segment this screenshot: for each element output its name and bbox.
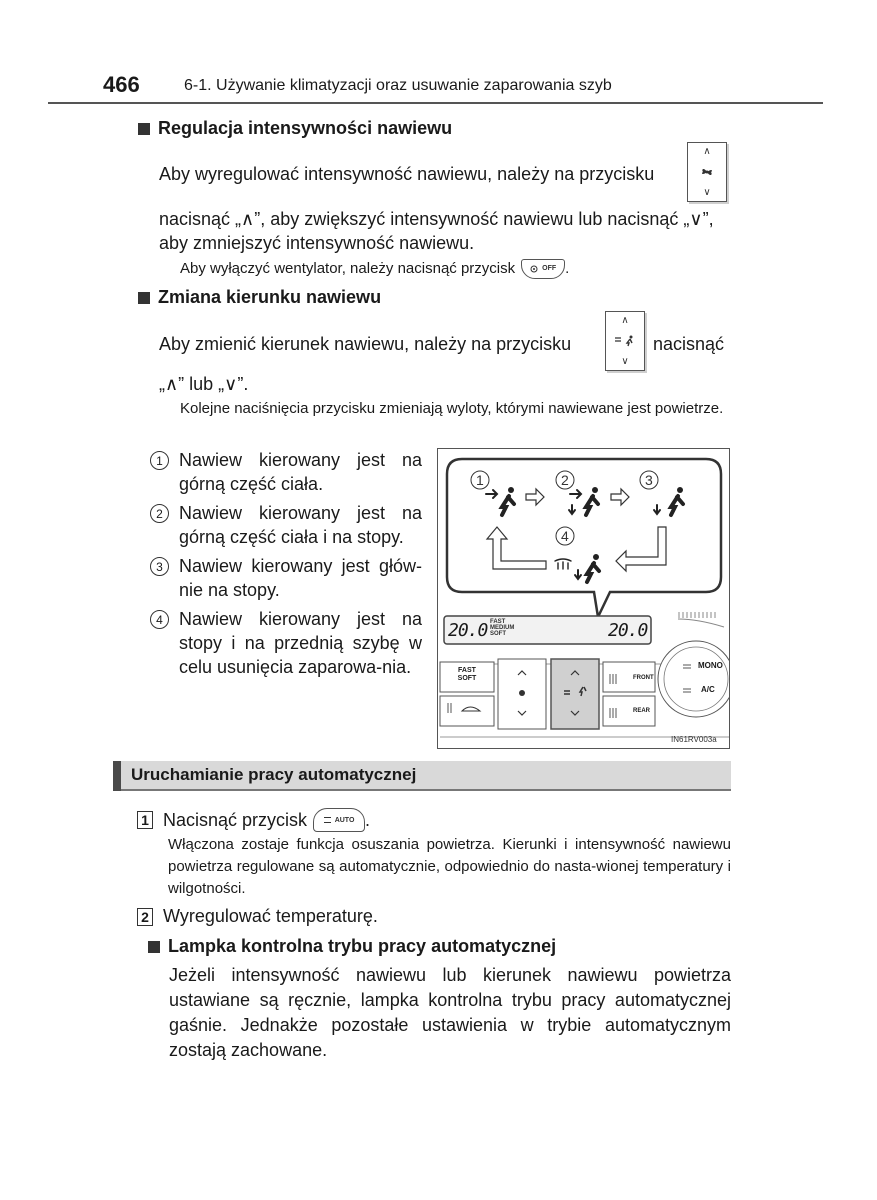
callout-4: 4 (561, 528, 569, 544)
mono-button[interactable]: MONO (698, 661, 723, 670)
fan-off-button[interactable]: OFF (521, 259, 565, 279)
airflow-note: Kolejne naciśnięcia przycisku zmieniają wyloty, którymi nawiewane jest powietrze. (180, 400, 724, 417)
step-1: 1 Nacisnąć przycisk AUTO . (137, 808, 370, 832)
page-number: 466 (103, 72, 140, 97)
chevron-up-icon: ∧ (703, 146, 711, 157)
airflow-para-line1-end: nacisnąć (653, 334, 725, 354)
list-item: 3 Nawiew kierowany jest głów-nie na stopy. (150, 554, 422, 602)
square-bullet-icon (148, 941, 160, 953)
rear-defrost-button[interactable]: REAR (633, 708, 651, 714)
callout-2: 2 (561, 472, 569, 488)
header-divider (48, 102, 823, 104)
left-temp-display: 20.0 (448, 620, 488, 641)
auto-indicator-para: Jeżeli intensywność nawiewu lub kierunek nawiewu powietrza ustawiane są ręcznie, lampka kontrolna trybu pracy automatycznej gaśnie. Jednakże pozostałe ustawienia w trybie automatycznym zostają zachowane. (169, 965, 731, 1060)
list-item: 4 Nawiew kierowany jest na stopy i na przednią szybę w celu usunięcia zaparowa-nia. (150, 607, 422, 679)
chevron-down-icon: ∨ (703, 187, 711, 198)
indicator-lamp-icon (324, 817, 331, 823)
step-2: 2 Wyregulować temperaturę. (137, 906, 378, 927)
chevron-up-icon: ∧ (621, 315, 629, 326)
auto-mode-section-bar (113, 761, 731, 791)
square-bullet-icon (138, 123, 150, 135)
airflow-diagram (438, 449, 729, 748)
fan-speed-para-line3: aby zmniejszyć intensywność nawiewu. (159, 233, 475, 253)
fan-icon (530, 265, 538, 273)
airflow-mode-list (150, 448, 422, 679)
callout-1: 1 (476, 472, 484, 488)
fan-speed-para-line1: Aby wyregulować intensywność nawiewu, należy na przycisku (159, 164, 655, 184)
fan-icon (519, 690, 525, 696)
list-item: 2 Nawiew kierowany jest na górną część ciała i na stopy. (150, 501, 422, 549)
airflow-mode-button[interactable] (605, 311, 645, 371)
fan-speed-button[interactable] (687, 142, 727, 202)
fast-soft-button[interactable]: FAST SOFT (457, 667, 477, 682)
figure-code: IN61RV003a (671, 735, 717, 744)
square-bullet-icon (138, 292, 150, 304)
step-1-note: Włączona zostaje funkcja osuszania powietrza. Kierunki i intensywność nawiewu powietrza regulowane są automatycznie, odpowiednio do nasta-wionej temperatury i wilgotności. (168, 836, 731, 897)
callout-3: 3 (645, 472, 653, 488)
fan-icon (700, 166, 714, 178)
list-item: 1 Nawiew kierowany jest na górną część ciała. (150, 448, 422, 496)
fan-speed-display-labels: FAST MEDIUM SOFT (490, 619, 515, 637)
airflow-heading: Zmiana kierunku nawiewu (138, 287, 381, 308)
auto-indicator-heading: Lampka kontrolna trybu pracy automatycznej (148, 936, 556, 957)
chevron-down-icon: ∨ (621, 356, 629, 367)
fan-speed-para-line2: nacisnąć „∧”, aby zwiększyć intensywność nawiewu lub nacisnąć „∨”, (159, 209, 714, 229)
auto-mode-section-title: Uruchamianie pracy automatycznej (131, 765, 417, 784)
front-defrost-button[interactable]: FRONT (633, 675, 654, 681)
fan-speed-heading: Regulacja intensywności nawiewu (138, 118, 452, 139)
airflow-para-line1: Aby zmienić kierunek nawiewu, należy na przycisku (159, 334, 572, 354)
chapter-title: 6-1. Używanie klimatyzacji oraz usuwanie zaparowania szyb (184, 77, 612, 94)
right-temp-display: 20.0 (608, 620, 648, 641)
fan-off-note: Aby wyłączyć wentylator, należy nacisnąć przycisk OFF . (180, 260, 570, 277)
airflow-para-line2: „∧” lub „∨”. (159, 374, 249, 394)
airflow-figure (437, 448, 730, 749)
airflow-mode-icon (614, 335, 636, 347)
ac-button[interactable]: A/C (701, 685, 715, 694)
auto-button[interactable]: AUTO (313, 808, 365, 832)
